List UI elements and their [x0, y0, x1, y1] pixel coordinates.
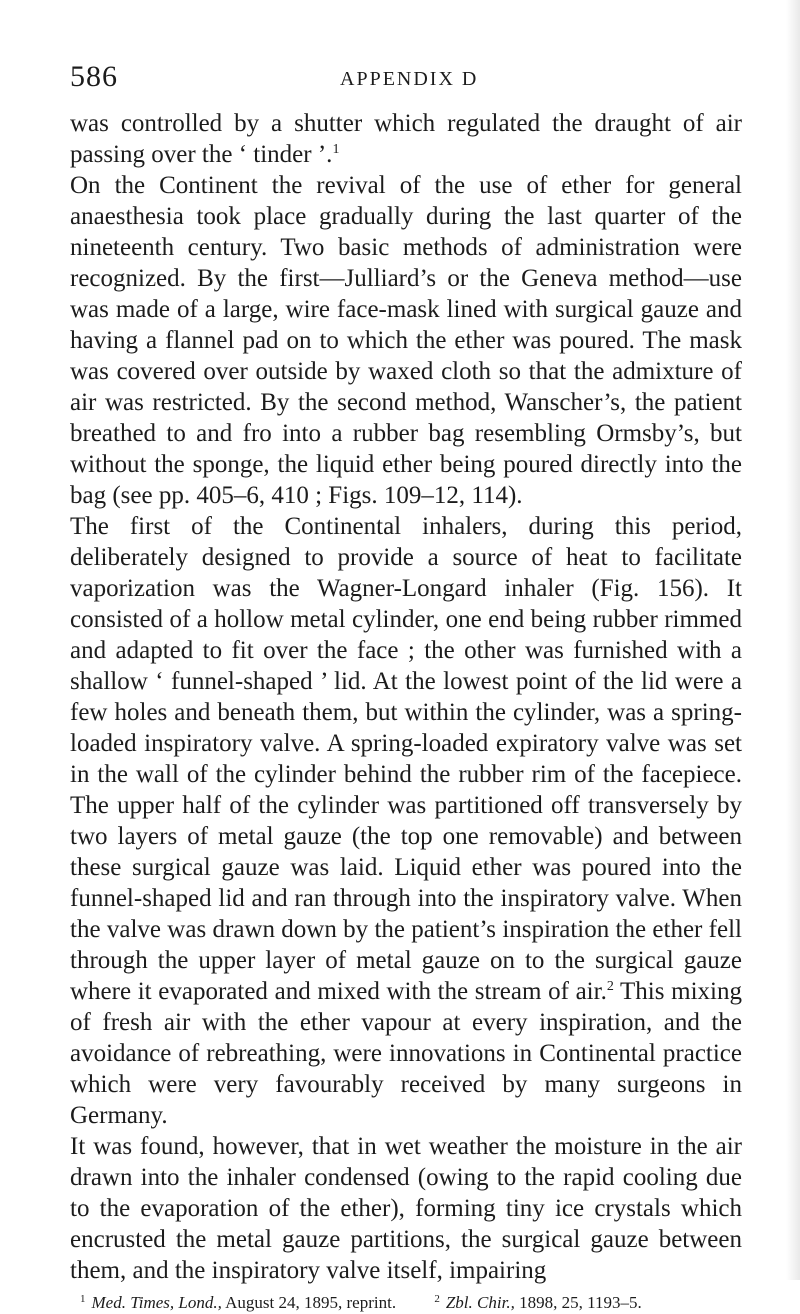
book-page: [70, 52, 742, 1314]
page-number: 586: [70, 60, 118, 93]
footnote-2: $^2$ Zbl. Chir., 1898, 25, 1193–5.: [434, 1293, 642, 1312]
paragraph-wet-weather: It was found, however, that in wet weather the moisture in the air drawn into the inhaler condensed (owing to the rapid cooling due to the evaporation of the ether), forming tiny ice crystals which encrusted the metal gauze partitions, the surgical gauze between them, and the inspiratory valve itself, impairing: [70, 1133, 742, 1284]
footnotes: [70, 1288, 742, 1314]
footnote-ref-2: 2: [606, 979, 614, 994]
footnote-ref-1: 1: [332, 142, 340, 157]
page-header: [70, 52, 742, 108]
paragraph-continuation: was controlled by a shutter which regulated the draught of air passing over the ‘ tinder ’.$^1$: [70, 110, 742, 168]
body-text: [70, 108, 742, 1286]
footnote-1: $^1$ Med. Times, Lond., August 24, 1895, reprint.: [80, 1293, 397, 1312]
running-head: APPENDIX D: [340, 68, 479, 90]
paragraph-wagner-longard: The first of the Continental inhalers, during this period, deliberately designed to provide a source of heat to facilitate vaporization was the Wagner-Longard inhaler (Fig. 156). It consisted of a hollow metal cylinder, one end being rubber rimmed and adapted to fit over the face ; the other was furnished with a shallow ‘ funnel-shaped ’ lid. At the lowest point of the lid were a few holes and beneath them, but within the cylinder, was a spring-loaded inspiratory valve. A spring-loaded expiratory valve was set in the wall of the cylinder behind the rubber rim of the facepiece. The upper half of the cylinder was partitioned off transversely by two layers of metal gauze (the top one removable) and between these surgical gauze was laid. Liquid ether was poured into the funnel-shaped lid and ran through into the inspiratory valve. When the valve was drawn down by the patient’s inspiration the ether fell through the upper layer of metal gauze on to the surgical gauze where it evaporated and mixed with the stream of air.$^2$ This mixing of fresh air with the ether vapour at every inspiration, and the avoidance of rebreathing, were innovations in Continental practice which were very favourably received by many surgeons in Germany.: [70, 513, 742, 1129]
page-edge-shadow: [786, 0, 800, 1280]
paragraph-continent-revival: On the Continent the revival of the use of ether for general anaesthesia took place gradually during the last quarter of the nineteenth century. Two basic methods of administration were recognized. By the first—Julliard’s or the Geneva method—use was made of a large, wire face-mask lined with surgical gauze and having a flannel pad on to which the ether was poured. The mask was covered over outside by waxed cloth so that the admixture of air was restricted. By the second method, Wanscher’s, the patient breathed to and fro into a rubber bag resembling Ormsby’s, but without the sponge, the liquid ether being poured directly into the bag (see pp. 405–6, 410 ; Figs. 109–12, 114).: [70, 172, 742, 509]
